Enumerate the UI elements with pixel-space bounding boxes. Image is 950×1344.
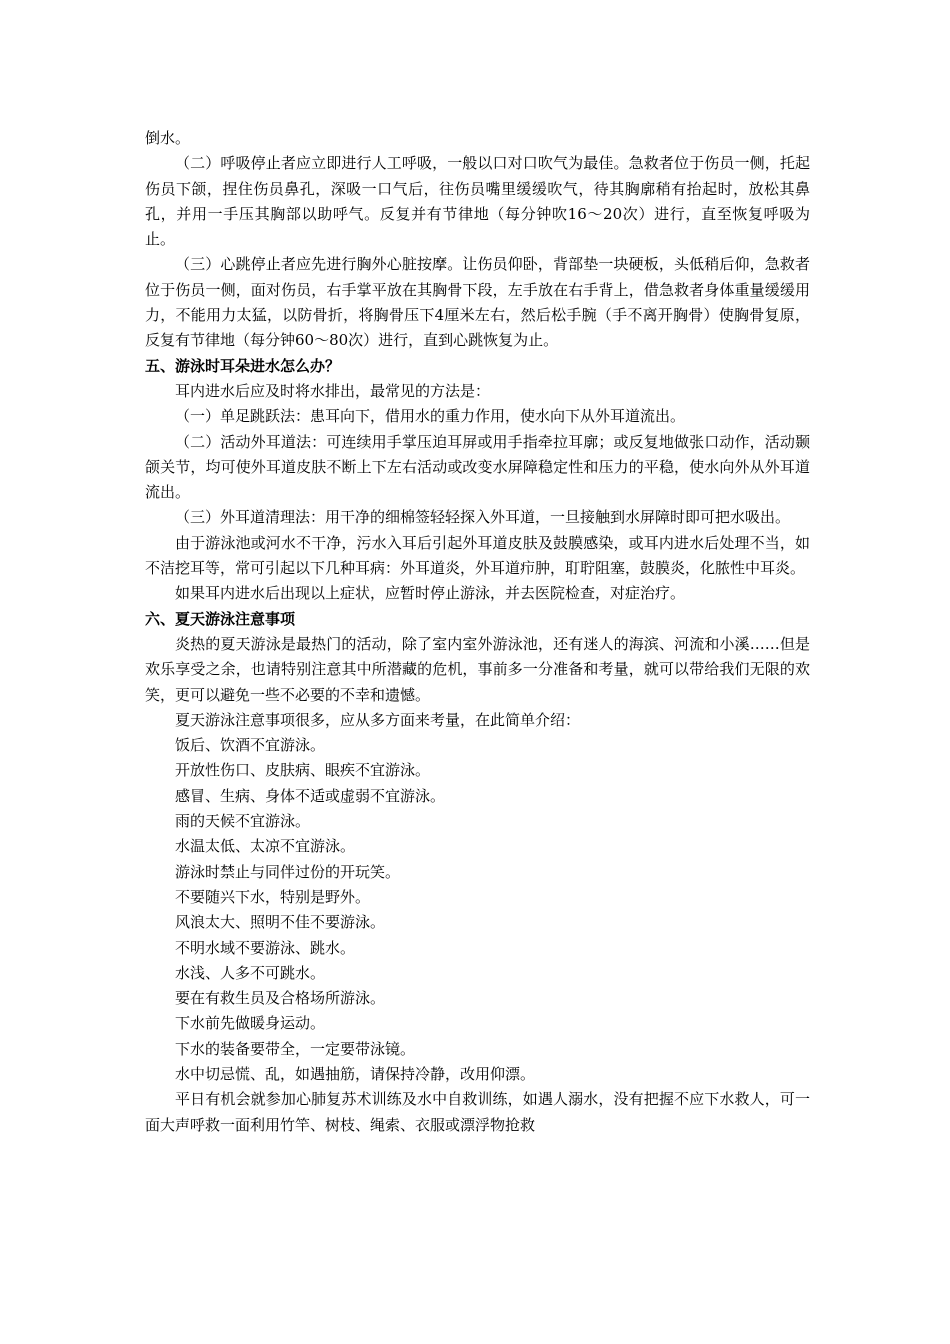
paragraph-ear-method-3: （三）外耳道清理法：用干净的细棉签轻轻探入外耳道，一旦接触到水屏障时即可把水吸出。 — [175, 508, 791, 527]
tip-item: 雨的天候不宜游泳。 — [175, 812, 311, 831]
tip-item: 不明水域不要游泳、跳水。 — [175, 938, 356, 957]
paragraph-ear-method-1: （一）单足跳跃法：患耳向下，借用水的重力作用，使水向下从外耳道流出。 — [175, 407, 686, 426]
paragraph-summer-intro: 炎热的夏天游泳是最热门的活动，除了室内室外游泳池，还有迷人的海滨、河流和小溪……但是欢乐享受之余，也请特别注意其中所潜藏的危机，事前多一分准备和考量，就可以带给我们无限的欢笑，更可以避免一些不必要的不幸和遗憾。 — [145, 634, 810, 704]
tip-item: 风浪太大、照明不佳不要游泳。 — [175, 913, 386, 932]
paragraph-ear-intro: 耳内进水后应及时将水排出，最常见的方法是： — [175, 381, 491, 400]
paragraph-rescue-training: 平日有机会就参加心肺复苏术训练及水中自救训练，如遇人溺水，没有把握不应下水救人，可一面大声呼救一面利用竹竿、树枝、绳索、衣服或漂浮物抢救 — [145, 1090, 810, 1134]
paragraph-ear-method-2: （二）活动外耳道法：可连续用手掌压迫耳屏或用手指牵拉耳廓；或反复地做张口动作，活动颞颌关节，均可使外耳道皮肤不断上下左右活动或改变水屏障稳定性和压力的平稳，使水向外从外耳道流出。 — [145, 432, 810, 502]
tip-item: 不要随兴下水，特别是野外。 — [175, 887, 371, 906]
paragraph-summer-intro-2: 夏天游泳注意事项很多，应从多方面来考量，在此简单介绍： — [175, 710, 581, 729]
tip-item: 下水的装备要带全，一定要带泳镜。 — [175, 1039, 416, 1058]
tip-item: 水中切忌慌、乱，如遇抽筋，请保持冷静，改用仰漂。 — [175, 1064, 536, 1083]
section-heading-6: 六、夏天游泳注意事项 — [145, 609, 296, 628]
tip-item: 开放性伤口、皮肤病、眼疾不宜游泳。 — [175, 761, 431, 780]
tip-item: 游泳时禁止与同伴过份的开玩笑。 — [175, 862, 401, 881]
paragraph-chest-compression: （三）心跳停止者应先进行胸外心脏按摩。让伤员仰卧，背部垫一块硬板，头低稍后仰，急救者位于伤员一侧，面对伤员，右手掌平放在其胸骨下段，左手放在右手背上，借急救者身体重量缓缓用力，不能用力太猛，以防骨折，将胸骨压下4厘米左右，然后松手腕（手不离开胸骨）使胸骨复原，反复有节律地（每分钟60～80次）进行，直到心跳恢复为止。 — [145, 255, 810, 350]
paragraph-artificial-respiration: （二）呼吸停止者应立即进行人工呼吸，一般以口对口吹气为最佳。急救者位于伤员一侧，托起伤员下颌，捏住伤员鼻孔，深吸一口气后，往伤员嘴里缓缓吹气，待其胸廓稍有抬起时，放松其鼻孔，并用一手压其胸部以助呼气。反复并有节律地（每分钟吹16～20次）进行，直至恢复呼吸为止。 — [145, 154, 810, 249]
tip-item: 感冒、生病、身体不适或虚弱不宜游泳。 — [175, 786, 446, 805]
tip-item: 饭后、饮酒不宜游泳。 — [175, 736, 326, 755]
tip-item: 要在有救生员及合格场所游泳。 — [175, 989, 386, 1008]
section-heading-5: 五、游泳时耳朵进水怎么办？ — [145, 356, 341, 375]
document-page — [145, 126, 810, 1138]
tip-item: 水温太低、太凉不宜游泳。 — [175, 837, 356, 856]
tips-list — [145, 733, 810, 1087]
paragraph-continued: 倒水。 — [145, 129, 191, 147]
paragraph-ear-diseases: 由于游泳池或河水不干净，污水入耳后引起外耳道皮肤及鼓膜感染，或耳内进水后处理不当，如不洁挖耳等，常可引起以下几种耳病：外耳道炎，外耳道疖肿，耵聍阻塞，鼓膜炎，化脓性中耳炎。 — [145, 533, 810, 578]
tip-item: 水浅、人多不可跳水。 — [175, 963, 326, 982]
paragraph-ear-advice: 如果耳内进水后出现以上症状，应暂时停止游泳，并去医院检查，对症治疗。 — [175, 584, 686, 603]
tip-item: 下水前先做暖身运动。 — [175, 1014, 326, 1033]
